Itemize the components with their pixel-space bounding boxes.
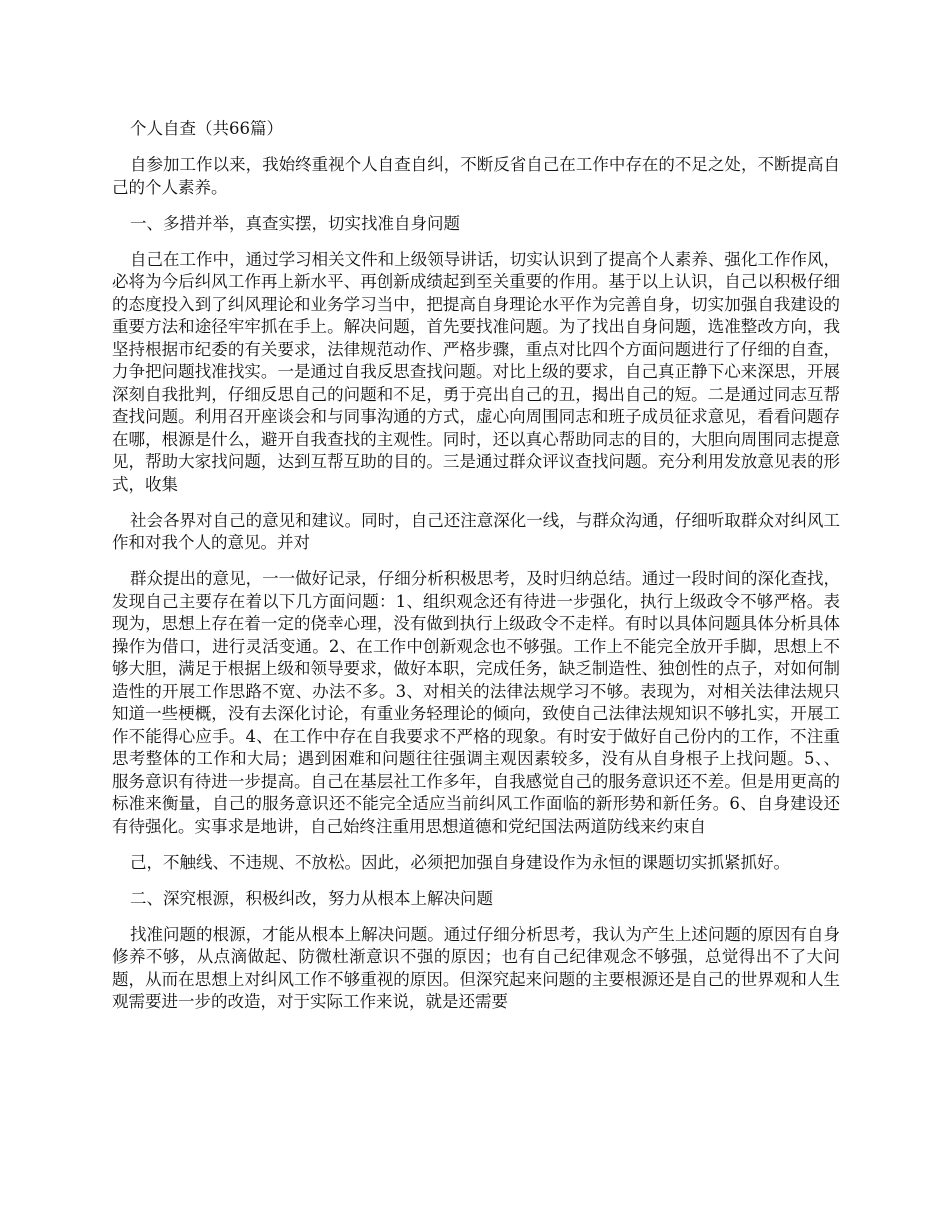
section-heading-2: 二、深究根源，积极纠改，努力从根本上解决问题 bbox=[130, 888, 493, 908]
intro-paragraph: 自参加工作以来，我始终重视个人自查自纠，不断反省自己在工作中存在的不足之处，不断提高自己的个人素养。 bbox=[112, 155, 840, 197]
body-paragraph-2: 社会各界对自己的意见和建议。同时，自己还注意深化一线，与群众沟通，仔细听取群众对纠风工作和对我个人的意见。并对 bbox=[112, 510, 840, 552]
body-paragraph-4: 己，不触线、不违规、不放松。因此，必须把加强自身建设作为永恒的课题切实抓紧抓好。 bbox=[130, 852, 790, 872]
section-heading-1: 一、多措并举，真查实摆，切实找准自身问题 bbox=[130, 213, 460, 233]
body-paragraph-3: 群众提出的意见，一一做好记录，仔细分析积极思考，及时归纳总结。通过一段时间的深化查找，发现自己主要存在着以下几方面问题：1、组织观念还有待进一步强化，执行上级政令不够严格。表现为，思想上存在着一定的侥幸心理，没有做到执行上级政令不走样。有时以具体问题具体分析具体操作为借口，进行灵活变通。2、在工作中创新观念也不够强。工作上不能完全放开手脚，思想上不够大胆，满足于根据上级和领导要求，做好本职，完成任务，缺乏制造性、独创性的点子，对如何制造性的开展工作思路不宽、办法不多。3、对相关的法律法规学习不够。表现为，对相关法律法规只知道一些梗概，没有去深化讨论，有重业务轻理论的倾向，致使自己法律法规知识不够扎实，开展工作不能得心应手。4、在工作中存在自我要求不严格的现象。有时安于做好自己份内的工作，不注重思考整体的工作和大局；遇到困难和问题往往强调主观因素较多，没有从自身根子上找问题。5、、服务意识有待进一步提高。自己在基层社工作多年，自我感觉自己的服务意识还不差。但是用更高的标准来衡量，自己的服务意识还不能完全适应当前纠风工作面临的新形势和新任务。6、自身建设还有待强化。实事求是地讲，自己始终注重用思想道德和党纪国法两道防线来约束自 bbox=[112, 569, 840, 836]
document-title: 个人自查（共66篇） bbox=[130, 119, 283, 138]
body-paragraph-5: 找准问题的根源，才能从根本上解决问题。通过仔细分析思考，我认为产生上述问题的原因有自身修养不够，从点滴做起、防微杜渐意识不强的原因；也有自己纪律观念不够强，总觉得出不了大问题，从而在思想上对纠风工作不够重视的原因。但深究起来问题的主要根源还是自己的世界观和人生观需要进一步的改造，对于实际工作来说，就是还需要 bbox=[112, 924, 840, 1011]
body-paragraph-1: 自己在工作中，通过学习相关文件和上级领导讲话，切实认识到了提高个人素养、强化工作作风，必将为今后纠风工作再上新水平、再创新成绩起到至关重要的作用。基于以上认识，自己以积极仔细的态度投入到了纠风理论和业务学习当中，把提高自身理论水平作为完善自身，切实加强自我建设的重要方法和途径牢牢抓在手上。解决问题，首先要找准问题。为了找出自身问题，选准整改方向，我坚持根据市纪委的有关要求，法律规范动作、严格步骤，重点对比四个方面问题进行了仔细的自查，力争把问题找准找实。一是通过自我反思查找问题。对比上级的要求，自己真正静下心来深思，开展深刻自我批判，仔细反思自己的问题和不足，勇于亮出自己的丑，揭出自己的短。二是通过同志互帮查找问题。利用召开座谈会和与同事沟通的方式，虚心向周围同志和班子成员征求意见，看看问题存在哪，根源是什么，避开自我查找的主观性。同时，还以真心帮助同志的目的，大胆向周围同志提意见，帮助大家找问题，达到互帮互助的目的。三是通过群众评议查找问题。充分利用发放意见表的形式，收集 bbox=[112, 249, 840, 494]
document-page bbox=[112, 118, 840, 1027]
